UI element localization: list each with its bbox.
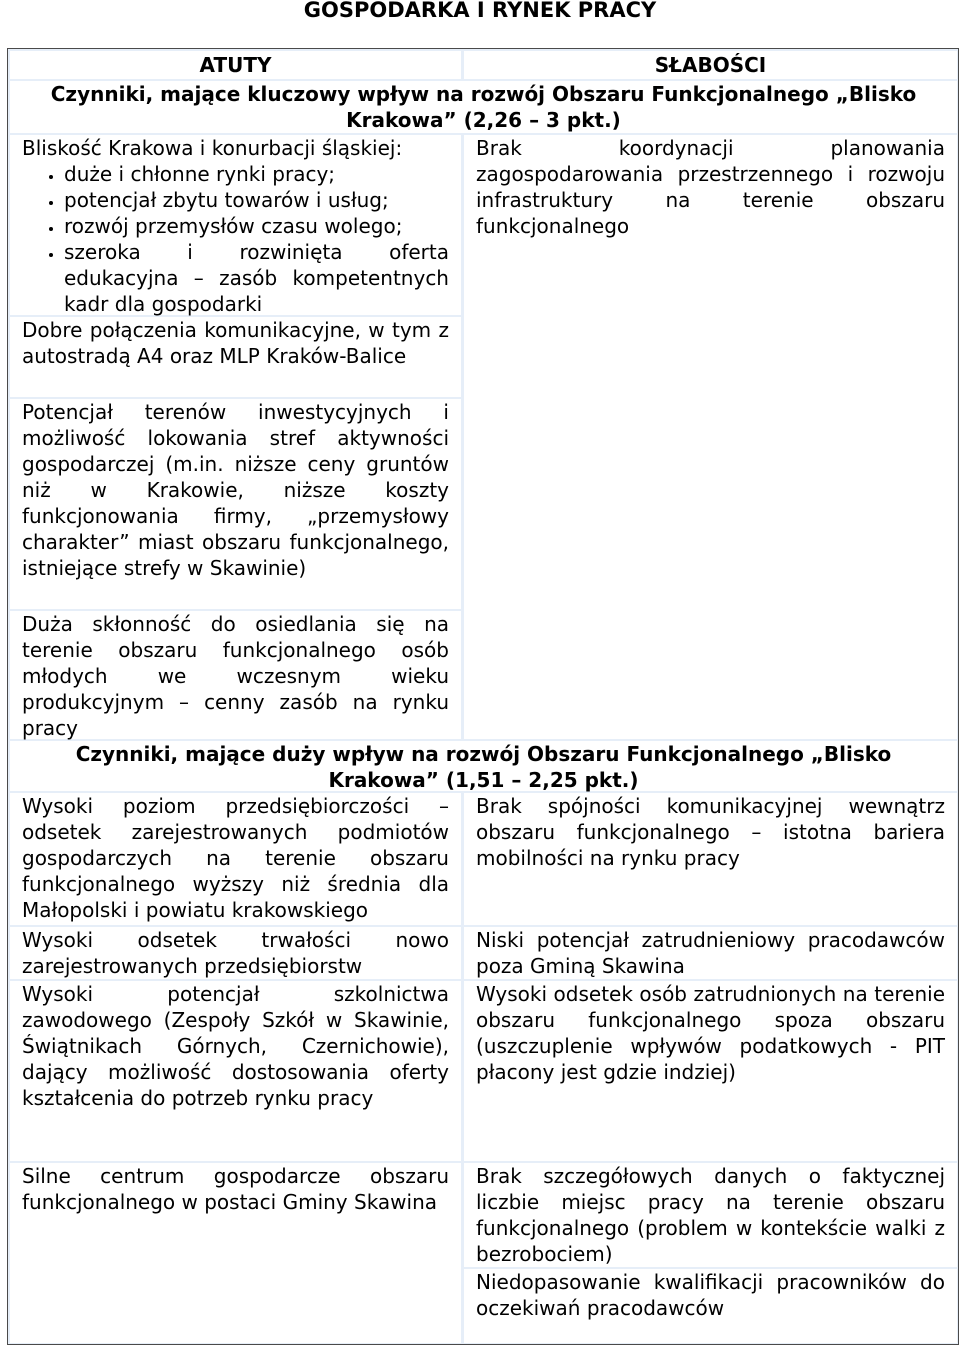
section-heading-major-factors: Czynniki, mające duży wpływ na rozwój Obszaru Funkcjonalnego „Blisko Krakowa” (1,51 – 2,25 pkt.): [10, 741, 957, 791]
weakness-cell: Brak koordynacji planowania zagospodarowania przestrzennego i rozwoju infrastruktury na terenie obszaru funkcjonalnego: [464, 135, 957, 739]
list-item: • potencjał zbytu towarów i usług;: [64, 187, 449, 213]
weakness-cell: Niedopasowanie kwalifikacji pracowników do oczekiwań pracodawców: [464, 1269, 957, 1343]
strength-cell: Wysoki odsetek trwałości nowo zarejestrowanych przedsiębiorstw: [10, 927, 461, 979]
section-heading-key-factors: Czynniki, mające kluczowy wpływ na rozwój Obszaru Funkcjonalnego „Blisko Krakowa” (2,26 – 3 pkt.): [10, 81, 957, 133]
list-item: • rozwój przemysłów czasu wolego;: [64, 213, 449, 239]
strength-cell: Wysoki poziom przedsiębiorczości – odsetek zarejestrowanych podmiotów gospodarczych na terenie obszaru funkcjonalnego wyższy niż średnia dla Małopolski i powiatu krakowskiego: [10, 793, 461, 925]
strength-cell: Wysoki potencjał szkolnictwa zawodowego (Zespoły Szkół w Skawinie, Świątnikach Górnych, Czernichowie), dający możliwość dostosowania oferty kształcenia do potrzeb rynku pracy: [10, 981, 461, 1161]
header-strengths: ATUTY: [10, 51, 461, 79]
weakness-cell: Wysoki odsetek osób zatrudnionych na terenie obszaru funkcjonalnego spoza obszaru (uszczuplenie wpływów podatkowych - PIT płacony jest gdzie indziej): [464, 981, 957, 1161]
page-title: GOSPODARKA I RYNEK PRACY: [303, 0, 657, 22]
strength-cell: Dobre połączenia komunikacyjne, w tym z autostradą A4 oraz MLP Kraków-Balice: [10, 317, 461, 397]
swot-table: [7, 48, 959, 1345]
strength-cell: [10, 135, 461, 315]
header-weaknesses: SŁABOŚCI: [464, 51, 957, 79]
strength-intro: Bliskość Krakowa i konurbacji śląskiej:: [22, 136, 403, 160]
strength-cell: Duża skłonność do osiedlania się na terenie obszaru funkcjonalnego osób młodych we wczesnym wieku produkcyjnym – cenny zasób na rynku pracy: [10, 611, 461, 739]
strength-cell: Silne centrum gospodarcze obszaru funkcjonalnego w postaci Gminy Skawina: [10, 1163, 461, 1343]
strength-cell: Potencjał terenów inwestycyjnych i możliwość lokowania stref aktywności gospodarczej (m.in. niższe ceny gruntów niż w Krakowie, niższe koszty funkcjonowania firmy, „przemysłowy charakter” miast obszaru funkcjonalnego, istniejące strefy w Skawinie): [10, 399, 461, 609]
strength-bullet-list: [22, 161, 449, 317]
weakness-cell: Niski potencjał zatrudnieniowy pracodawców poza Gminą Skawina: [464, 927, 957, 979]
list-item: • szeroka i rozwinięta oferta edukacyjna – zasób kompetentnych kadr dla gospodarki: [64, 239, 449, 317]
list-item: • duże i chłonne rynki pracy;: [64, 161, 449, 187]
weakness-cell: Brak spójności komunikacyjnej wewnątrz obszaru funkcjonalnego – istotna bariera mobilności na rynku pracy: [464, 793, 957, 925]
weakness-cell: Brak szczegółowych danych o faktycznej liczbie miejsc pracy na terenie obszaru funkcjonalnego (problem w kontekście walki z bezrobociem): [464, 1163, 957, 1267]
